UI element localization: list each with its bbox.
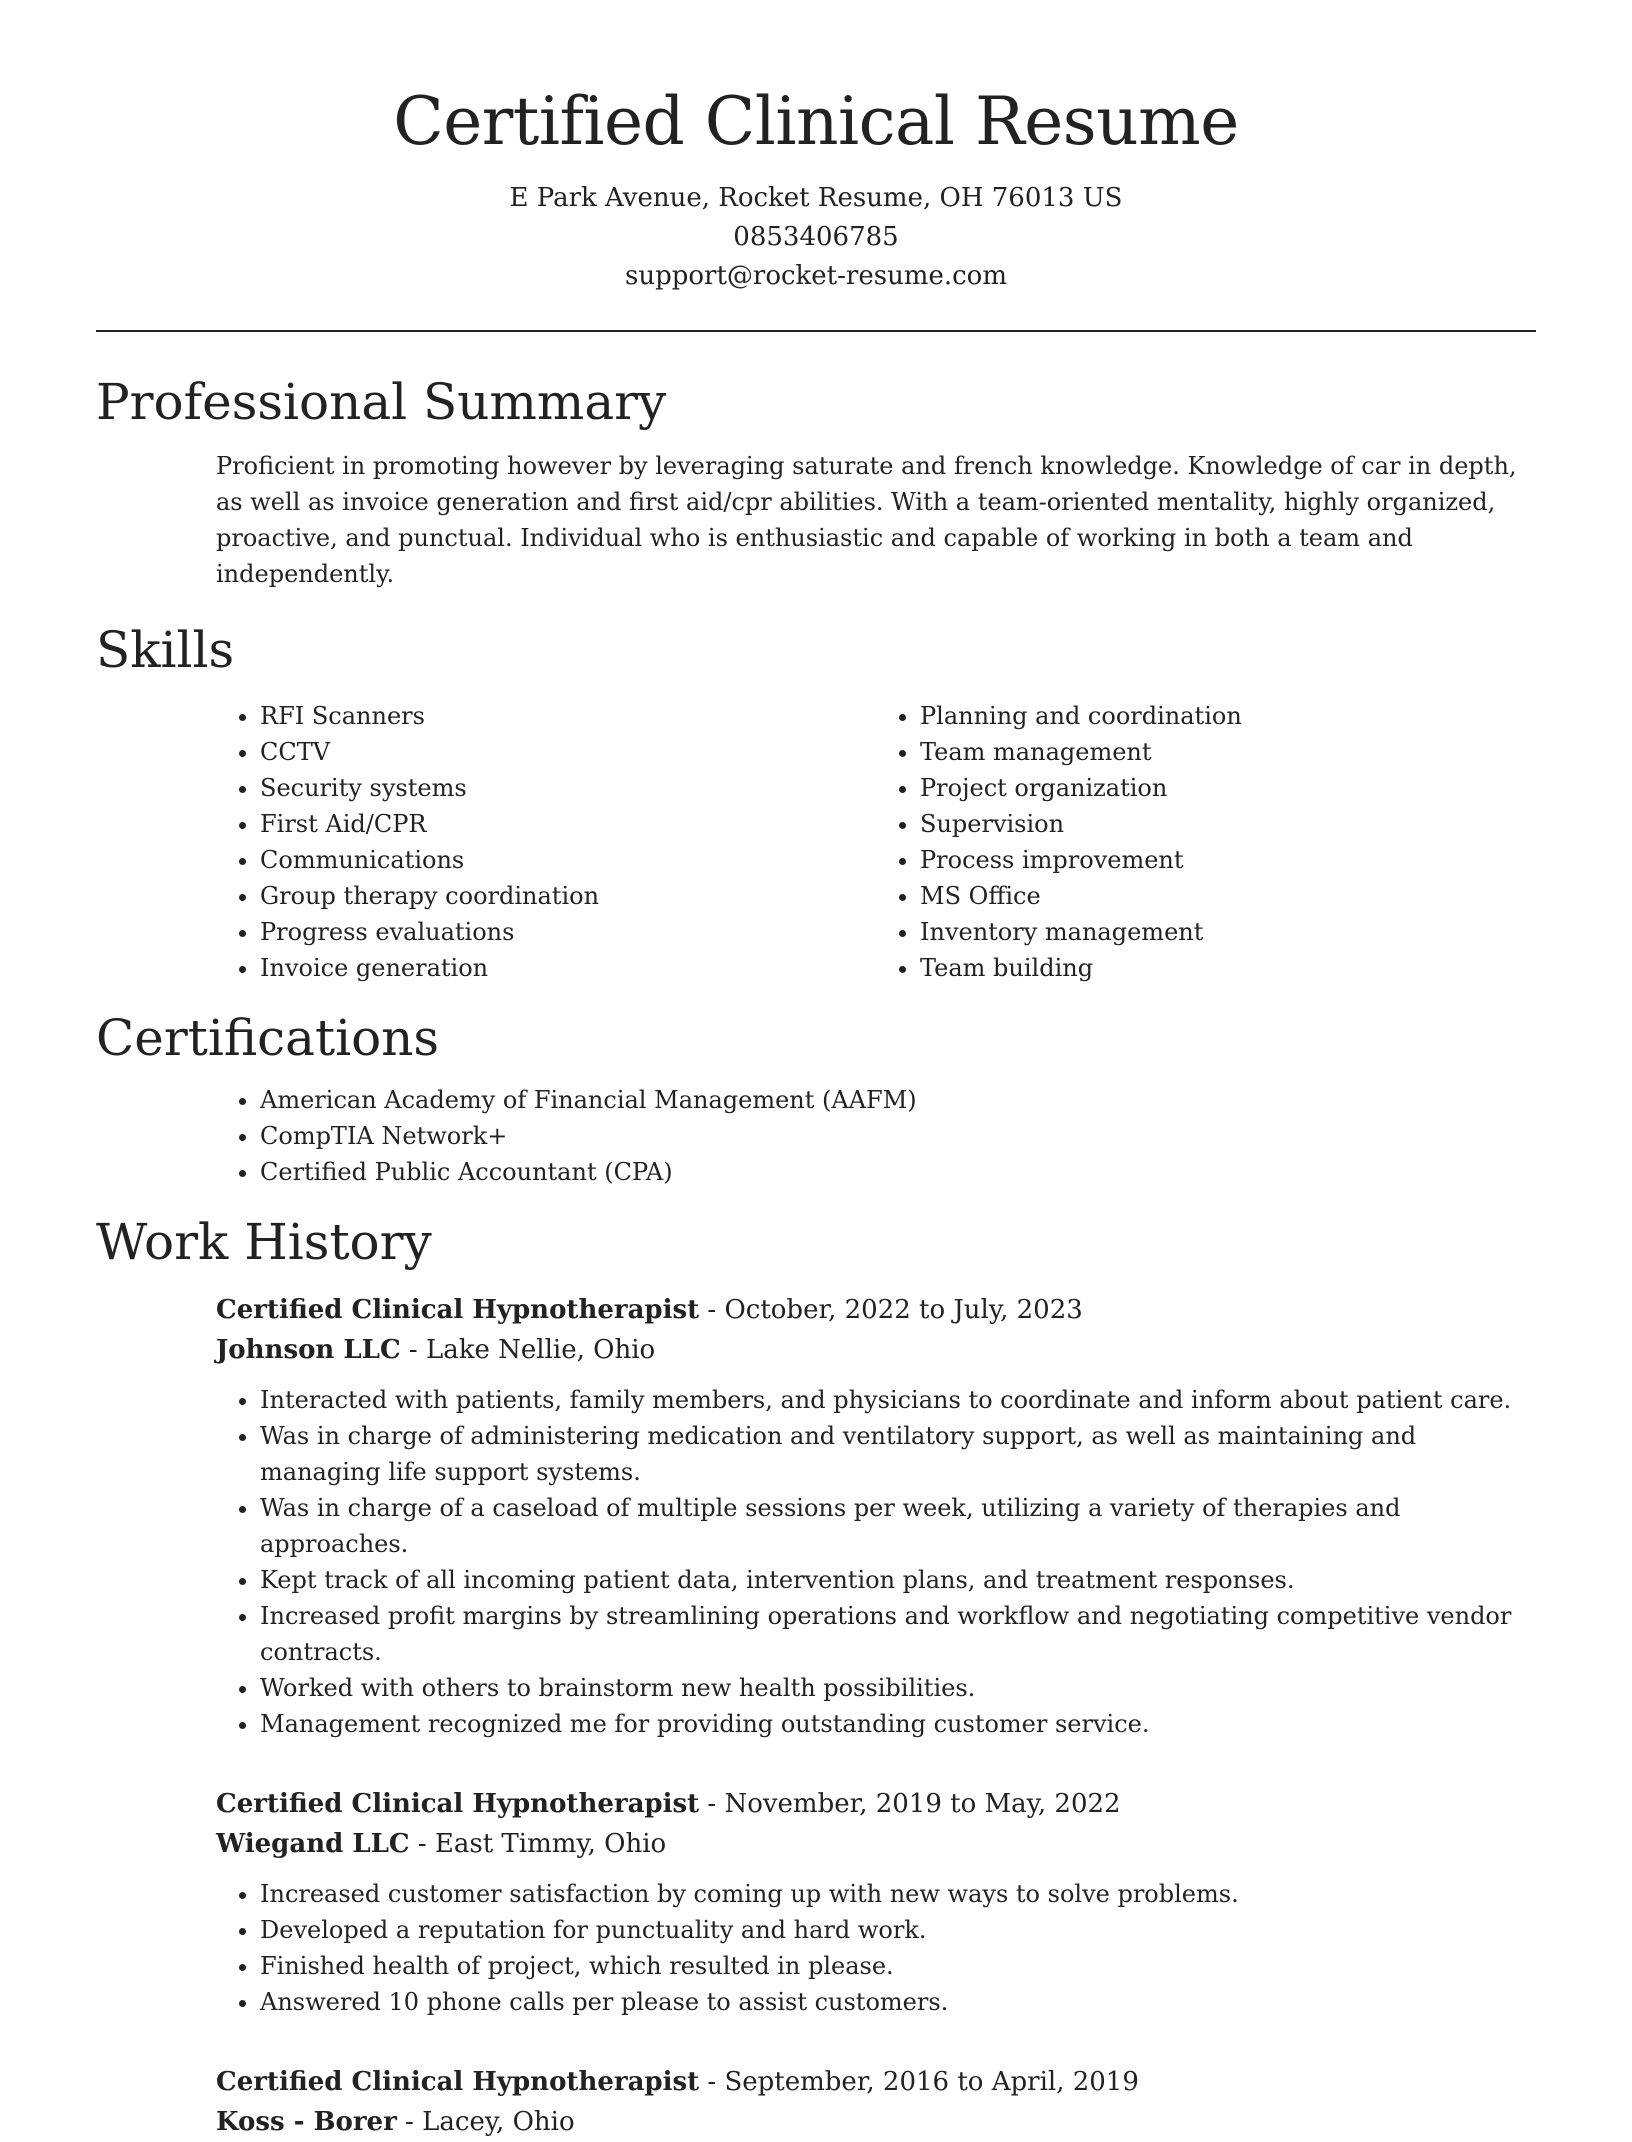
- certifications-heading: Certifications: [96, 1008, 440, 1067]
- summary-heading: Professional Summary: [96, 372, 667, 431]
- summary-text: Proficient in promoting however by leveraging saturate and french knowledge. Knowledge of car in depth, as well as invoice generation and first aid/cpr abilities. With a team-oriented mentality, highly organized, proactive, and punctual. Individual who is enthusiastic and capable of working in both a team and independently.: [216, 451, 1517, 588]
- skill-item: • Progress evaluations: [260, 914, 876, 950]
- skill-item: • Project organization: [920, 770, 1536, 806]
- address: E Park Avenue, Rocket Resume, OH 76013 US: [509, 182, 1123, 213]
- work-history-heading: Work History: [96, 1212, 432, 1271]
- job-title: Certified Clinical Hypnotherapist: [216, 1294, 700, 1325]
- skills-list-right: [876, 698, 1536, 986]
- job-title-line: [216, 1784, 1536, 1824]
- contact-info: [96, 179, 1536, 296]
- job-duty: • Developed a reputation for punctuality and hard work.: [260, 1912, 1536, 1948]
- certification-item: • American Academy of Financial Management (AAFM): [260, 1082, 1536, 1118]
- skill-item: • Group therapy coordination: [260, 878, 876, 914]
- job-company: Wiegand LLC: [216, 1828, 410, 1859]
- job-title: Certified Clinical Hypnotherapist: [216, 1788, 700, 1819]
- skill-item: • Communications: [260, 842, 876, 878]
- header-divider: [96, 330, 1536, 332]
- skill-item: • MS Office: [920, 878, 1536, 914]
- certification-item: • CompTIA Network+: [260, 1118, 1536, 1154]
- skill-item: • Team building: [920, 950, 1536, 986]
- job-company: Johnson LLC: [216, 1334, 401, 1365]
- job-company-line: [216, 2102, 1536, 2142]
- skill-item: • RFI Scanners: [260, 698, 876, 734]
- job-title: Certified Clinical Hypnotherapist: [216, 2066, 700, 2097]
- job-duty: • Finished health of project, which resulted in please.: [260, 1948, 1536, 1984]
- certifications-list: [216, 1082, 1536, 1190]
- job-entry: [216, 1290, 1536, 1742]
- job-dates: - October, 2022 to July, 2023: [699, 1294, 1083, 1325]
- job-location: - Lacey, Ohio: [396, 2106, 575, 2137]
- skills-section: [96, 620, 1536, 986]
- job-duty: • Answered 10 phone calls per please to assist customers.: [260, 1984, 1536, 2020]
- job-duties: [216, 1382, 1536, 1742]
- job-company-line: [216, 1824, 1536, 1864]
- skill-item: • Team management: [920, 734, 1536, 770]
- job-title-line: [216, 2062, 1536, 2102]
- resume-name: Certified Clinical Resume: [393, 83, 1239, 160]
- skills-heading: Skills: [96, 620, 235, 679]
- email: support@rocket-resume.com: [624, 260, 1007, 291]
- resume-header: [96, 0, 1536, 296]
- job-duty: • Interacted with patients, family members, and physicians to coordinate and inform about patient care.: [260, 1382, 1536, 1418]
- skill-item: • Supervision: [920, 806, 1536, 842]
- job-duty: • Management recognized me for providing outstanding customer service.: [260, 1706, 1536, 1742]
- summary-section: [96, 372, 1536, 592]
- skill-item: • Invoice generation: [260, 950, 876, 986]
- job-entry: [216, 2062, 1536, 2142]
- job-entry: [216, 1784, 1536, 2020]
- job-duty: • Was in charge of administering medication and ventilatory support, as well as maintaining and managing life support systems.: [260, 1418, 1536, 1490]
- skill-item: • CCTV: [260, 734, 876, 770]
- job-title-line: [216, 1290, 1536, 1330]
- job-duty: • Was in charge of a caseload of multiple sessions per week, utilizing a variety of therapies and approaches.: [260, 1490, 1536, 1562]
- job-company: Koss - Borer: [216, 2106, 397, 2137]
- certification-item: • Certified Public Accountant (CPA): [260, 1154, 1536, 1190]
- job-duty: • Worked with others to brainstorm new health possibilities.: [260, 1670, 1536, 1706]
- phone: 0853406785: [733, 221, 899, 252]
- certifications-section: [96, 1008, 1536, 1190]
- skill-item: • Process improvement: [920, 842, 1536, 878]
- job-location: - East Timmy, Ohio: [409, 1828, 667, 1859]
- job-location: - Lake Nellie, Ohio: [400, 1334, 656, 1365]
- skill-item: • First Aid/CPR: [260, 806, 876, 842]
- job-duty: • Increased profit margins by streamlining operations and workflow and negotiating competitive vendor contracts.: [260, 1598, 1536, 1670]
- job-duties: [216, 1876, 1536, 2020]
- job-duty: • Increased customer satisfaction by coming up with new ways to solve problems.: [260, 1876, 1536, 1912]
- skill-item: • Inventory management: [920, 914, 1536, 950]
- job-dates: - September, 2016 to April, 2019: [699, 2066, 1139, 2097]
- job-company-line: [216, 1330, 1536, 1370]
- work-history-section: [96, 1212, 1536, 2142]
- skill-item: • Planning and coordination: [920, 698, 1536, 734]
- job-dates: - November, 2019 to May, 2022: [699, 1788, 1121, 1819]
- job-duty: • Kept track of all incoming patient data, intervention plans, and treatment responses.: [260, 1562, 1536, 1598]
- skill-item: • Security systems: [260, 770, 876, 806]
- skills-list-left: [216, 698, 876, 986]
